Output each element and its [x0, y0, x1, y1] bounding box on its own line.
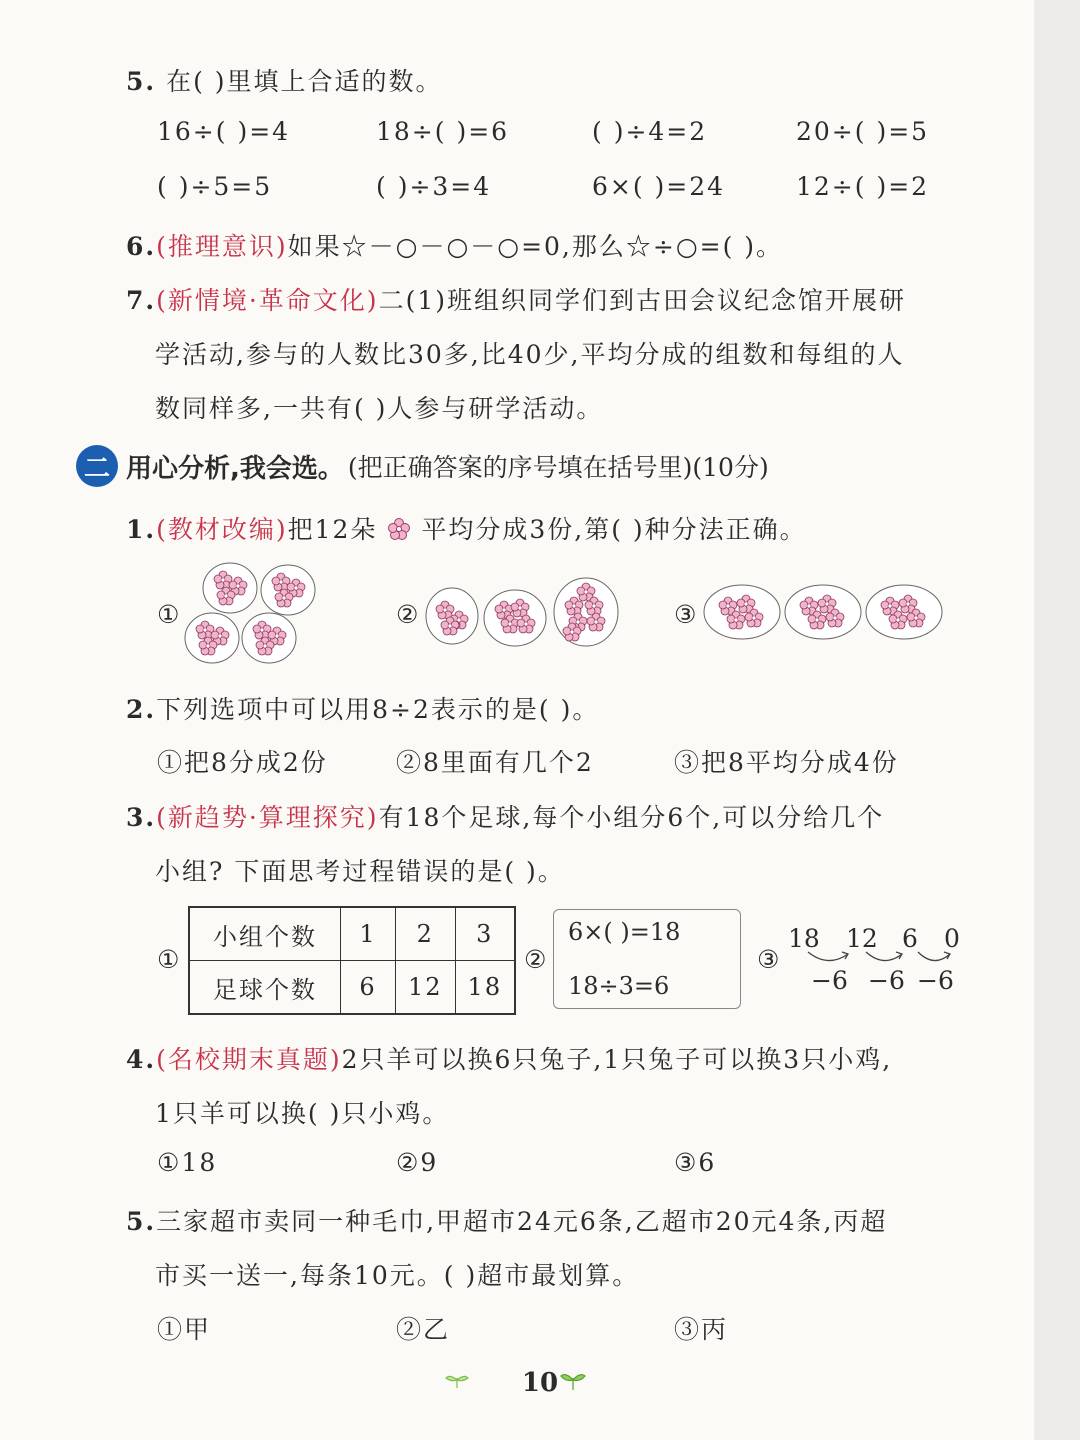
chain-n1: 18 [788, 924, 820, 953]
chain-step-2: −6 [868, 966, 905, 995]
c3-tag: (新趋势·算理探究) [156, 803, 379, 832]
c4-option-2: ②9 [396, 1148, 439, 1177]
q6 [126, 227, 783, 263]
q5-number: 5. [126, 67, 157, 96]
option1-flowers [185, 563, 315, 663]
chain-n4: 0 [944, 924, 960, 953]
q7-text-1: 二(1)班组织同学们到古田会议纪念馆开展研 [378, 286, 906, 315]
table-cell: 足球个数 [189, 961, 341, 1015]
table-cell: 2 [396, 907, 456, 961]
equation-line-1: 6×( )=18 [568, 918, 681, 946]
c3-line1 [126, 798, 884, 834]
equation-line-2: 18÷3=6 [568, 972, 670, 1000]
page-edge [1034, 0, 1080, 1440]
q5-r1c2: 18÷( )=6 [376, 117, 510, 146]
q5-r2c1: ( )÷5=5 [157, 172, 273, 201]
c4-tag: (名校期末真题) [156, 1045, 342, 1074]
c1-text-a: 把12朵 [287, 515, 378, 544]
table-cell: 小组个数 [189, 907, 341, 961]
section-subtitle: (把正确答案的序号填在括号里)(10分) [347, 453, 769, 482]
c2-option-2: ②8里面有几个2 [396, 748, 594, 777]
option2-flowers [426, 578, 618, 646]
c3-line2: 小组? 下面思考过程错误的是( )。 [155, 857, 565, 886]
c1-number: 1. [126, 515, 157, 544]
c4-text-1: 2只羊可以换6只兔子,1只兔子可以换3只小鸡, [341, 1045, 893, 1074]
c1-tag: (教材改编) [156, 515, 288, 544]
q7-line2: 学活动,参与的人数比30多,比40少,平均分成的组数和每组的人 [155, 340, 905, 369]
table-row [189, 907, 515, 961]
table-cell: 12 [396, 961, 456, 1015]
table-cell: 3 [455, 907, 515, 961]
c2-number: 2. [126, 695, 157, 724]
c5-line1 [126, 1202, 887, 1238]
c2-option-3: ③把8平均分成4份 [674, 748, 899, 777]
q5-text: 在( )里填上合适的数。 [166, 67, 443, 96]
chain-step-1: −6 [811, 966, 848, 995]
c3-option-1-label: ① [157, 945, 182, 974]
q6-text: 如果☆－○－○－○=0,那么☆÷○=( )。 [287, 232, 784, 261]
q7-line1 [126, 281, 906, 317]
table-row [189, 961, 515, 1015]
c2-text: 下列选项中可以用8÷2表示的是( )。 [156, 695, 600, 724]
c4-line2: 1只羊可以换( )只小鸡。 [155, 1099, 450, 1128]
c1-title [126, 510, 807, 546]
chain-step-3: −6 [917, 966, 954, 995]
q5-r2c4: 12÷( )=2 [796, 172, 930, 201]
q5-r2c2: ( )÷3=4 [376, 172, 492, 201]
page-number: 10 [521, 1368, 559, 1398]
c1-option-2-label: ② [396, 600, 421, 629]
c5-option-2: ②乙 [396, 1315, 451, 1344]
c5-text-1: 三家超市卖同一种毛巾,甲超市24元6条,乙超市20元4条,丙超 [156, 1207, 888, 1236]
q5-r1c4: 20÷( )=5 [796, 117, 930, 146]
sprout-icon-right [560, 1370, 586, 1392]
q7-line3: 数同样多,一共有( )人参与研学活动。 [155, 394, 604, 423]
chain-n3: 6 [902, 924, 918, 953]
q7-tag: (新情境·革命文化) [156, 286, 379, 315]
q6-tag: (推理意识) [156, 232, 288, 261]
c4-option-3: ③6 [674, 1148, 717, 1177]
c2-option-1: ①把8分成2份 [157, 748, 328, 777]
c5-option-1: ①甲 [157, 1315, 212, 1344]
c1-option-1-label: ① [157, 600, 182, 629]
table-cell: 1 [341, 907, 396, 961]
q5-r2c3: 6×( )=24 [592, 172, 726, 201]
c1-text-b: 平均分成3份,第( )种分法正确。 [421, 515, 807, 544]
section-badge: 二 [76, 445, 118, 487]
c1-option-3-label: ③ [674, 600, 699, 629]
c3-table [188, 906, 516, 1015]
c3-option-3-label: ③ [757, 945, 782, 974]
c4-line1 [126, 1040, 892, 1076]
table-cell: 18 [455, 961, 515, 1015]
section-header [76, 444, 769, 488]
flower-icon [387, 517, 411, 541]
c3-number: 3. [126, 803, 157, 832]
c3-equation-box [553, 909, 741, 1009]
c4-number: 4. [126, 1045, 157, 1074]
c5-number: 5. [126, 1207, 157, 1236]
q7-number: 7. [126, 286, 157, 315]
q5-r1c1: 16÷( )=4 [157, 117, 291, 146]
c4-option-1: ①18 [157, 1148, 218, 1177]
table-cell: 6 [341, 961, 396, 1015]
q6-number: 6. [126, 232, 157, 261]
c2-title [126, 690, 599, 726]
c5-option-3: ③丙 [674, 1315, 729, 1344]
flower-groups [180, 560, 960, 670]
q5-r1c3: ( )÷4=2 [592, 117, 708, 146]
c3-option-2-label: ② [524, 945, 549, 974]
q5-title [126, 62, 443, 98]
c3-text-1: 有18个足球,每个小组分6个,可以分给几个 [378, 803, 885, 832]
option3-flowers [704, 585, 942, 639]
section-title: 用心分析,我会选。 [126, 453, 344, 484]
chain-n2: 12 [846, 924, 878, 953]
c5-line2: 市买一送一,每条10元。( )超市最划算。 [155, 1261, 640, 1290]
